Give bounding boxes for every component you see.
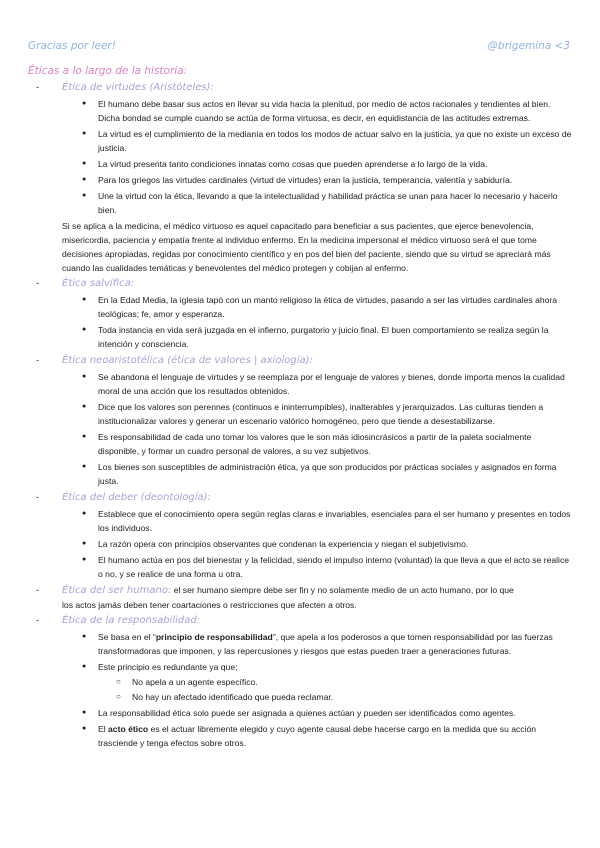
document-body	[28, 64, 574, 752]
list-item: ● Toda instancia en vida será juzgada en el infierno, purgatorio y juicio final. El buen comportamiento se realiza según la intención y consciencia.	[98, 323, 574, 351]
bullet-list	[28, 293, 574, 351]
text-run: ”, que apela a los poderosos a que tomen responsabilidad por las fuerzas transformadoras que imponen, y las repercusiones y riesgos que estas pueden traer a generaciones futuras.	[98, 632, 553, 656]
list-item	[98, 722, 574, 750]
list-item: ● La virtud presenta tanto condiciones innatas como cosas que pueden aprenderse a lo largo de la vida.	[98, 157, 574, 171]
sub-list	[98, 675, 574, 704]
section-duty	[28, 490, 574, 581]
list-item: ● La responsabilidad ética solo puede ser asignada a quienes actúan y pueden ser identificados como agentes.	[98, 706, 574, 720]
section-title: Ética del deber (deontología):	[62, 492, 211, 503]
list-item	[98, 630, 574, 658]
dash-marker: -	[36, 585, 39, 595]
section-title: Ética de virtudes (Aristóteles):	[62, 82, 214, 93]
list-item: ● Es responsabilidad de cada uno tomar los valores que le son más idiosincrásicos a partir de la paleta socialmente disponible, y formar un cuadro personal de valores, a su vez subjetivos.	[98, 430, 574, 458]
header-handle: @brigemina <3	[487, 40, 570, 52]
section-title: Ética salvífica:	[62, 278, 135, 289]
header-thanks: Gracias por leer!	[28, 40, 116, 52]
section-title: Ética de la responsabilidad:	[62, 615, 201, 626]
list-item	[98, 660, 574, 704]
section-salvific	[28, 276, 574, 351]
text-run: Se basa en el “	[98, 632, 156, 642]
list-item: ● Dice que los valores son perennes (continuos e ininterrumpibles), inalterables y jerarquizados. Las culturas tienden a institucionalizar valores y generar un escenario valórico homogéneo, pero que tiende a desestabilizarse.	[98, 400, 574, 428]
dash-marker: -	[36, 278, 39, 288]
text-run: es el actuar libremente elegido y cuyo agente causal debe hacerse cargo en la medida que su acción trasciende y tenga efectos sobre otros.	[98, 724, 537, 748]
list-item: ● Los bienes son susceptibles de administración ética, ya que son producidos por prácticas sociales y asignados en forma justa.	[98, 460, 574, 488]
list-item: ● Se abandona el lenguaje de virtudes y se reemplaza por el lenguaje de valores y bienes, donde importa menos la cualidad moral de una acción que los resultados obtenidos.	[98, 370, 574, 398]
section-human-being	[28, 583, 574, 612]
section-neoaristotelian	[28, 353, 574, 488]
dash-marker: -	[36, 492, 39, 502]
document-title: Éticas a lo largo de la historia:	[28, 65, 188, 77]
text-run: Este principio es redundante ya que;	[98, 662, 238, 672]
section-responsibility	[28, 613, 574, 750]
bold-term: principio de responsabilidad	[155, 632, 273, 642]
dash-marker: -	[36, 82, 39, 92]
bullet-list	[28, 507, 574, 581]
section-inline-text: el ser humano siempre debe ser fin y no solamente medio de un acto humano, por lo que	[171, 585, 514, 595]
bullet-list	[28, 630, 574, 750]
list-item: ● La razón opera con principios observantes que condenan la experiencia y niegan el subjetivismo.	[98, 537, 574, 551]
list-item: ● En la Edad Media, la iglesia tapó con un manto religioso la ética de virtudes, pasando a ser las virtudes cardinales ahora teológicas; fe, amor y esperanza.	[98, 293, 574, 321]
dash-marker: -	[36, 355, 39, 365]
section-title: Ética del ser humano:	[62, 585, 172, 596]
bullet-list	[28, 370, 574, 488]
paragraph-medicine: Si se aplica a la medicina, el médico virtuoso es aquel capacitado para beneficiar a sus pacientes, que ejerce benevolencia, misericordia, paciencia y empatía frente al individuo enfermo. En la medicina impersonal el médico virtuoso será el que tome decisiones apropiadas, regidas por conocimiento científico y en pos del bien del paciente, siendo que su virtud se apreciará más cuando las cualidades temáticas y benevolentes del médico protegen y cobijan al enfermo.	[62, 221, 551, 273]
list-item: ● El humano actúa en pos del bienestar y la felicidad, siendo el impulso interno (voluntad) la que lleva a que el acto se realice o no, y se realice de una forma u otra.	[98, 553, 574, 581]
section-continuation: los actos jamás deben tener coartaciones o restricciones que afecten a otros.	[62, 600, 357, 610]
text-run: El	[98, 724, 109, 734]
section-virtues	[28, 80, 574, 275]
sub-list-item: ○ No hay un afectado identificado que pueda reclamar.	[132, 690, 574, 704]
bullet-list	[28, 97, 574, 217]
list-item: ● La virtud es el cumplimiento de la medianía en todos los modos de actuar salvo en la justicia, ya que no existe un exceso de justicia.	[98, 127, 574, 155]
list-item: ● Para los griegos las virtudes cardinales (virtud de virtudes) eran la justicia, temperancia, valentía y sabiduría.	[98, 173, 574, 187]
list-item: ● El humano debe basar sus actos en llevar su vida hacia la plenitud, por medio de actos racionales y tendientes al bien. Dicha bondad se cumple cuando se actúa de forma virtuosa, es decir, en equidistancia de las actitudes extremas.	[98, 97, 574, 125]
sub-list-item: ○ No apela a un agente específico.	[132, 675, 574, 689]
list-item: ● Une la virtud con la ética, llevando a que la intelectualidad y habilidad práctica se unan para hacer lo necesario y hacerlo bien.	[98, 189, 574, 217]
bold-term: acto ético	[108, 724, 149, 734]
list-item: ● Establece que el conocimiento opera según reglas claras e invariables, esenciales para el ser humano y presentes en todos los individuos.	[98, 507, 574, 535]
dash-marker: -	[36, 615, 39, 625]
page-header	[28, 40, 570, 56]
section-title: Ética neoaristotélica (ética de valores | axiología):	[62, 355, 313, 366]
